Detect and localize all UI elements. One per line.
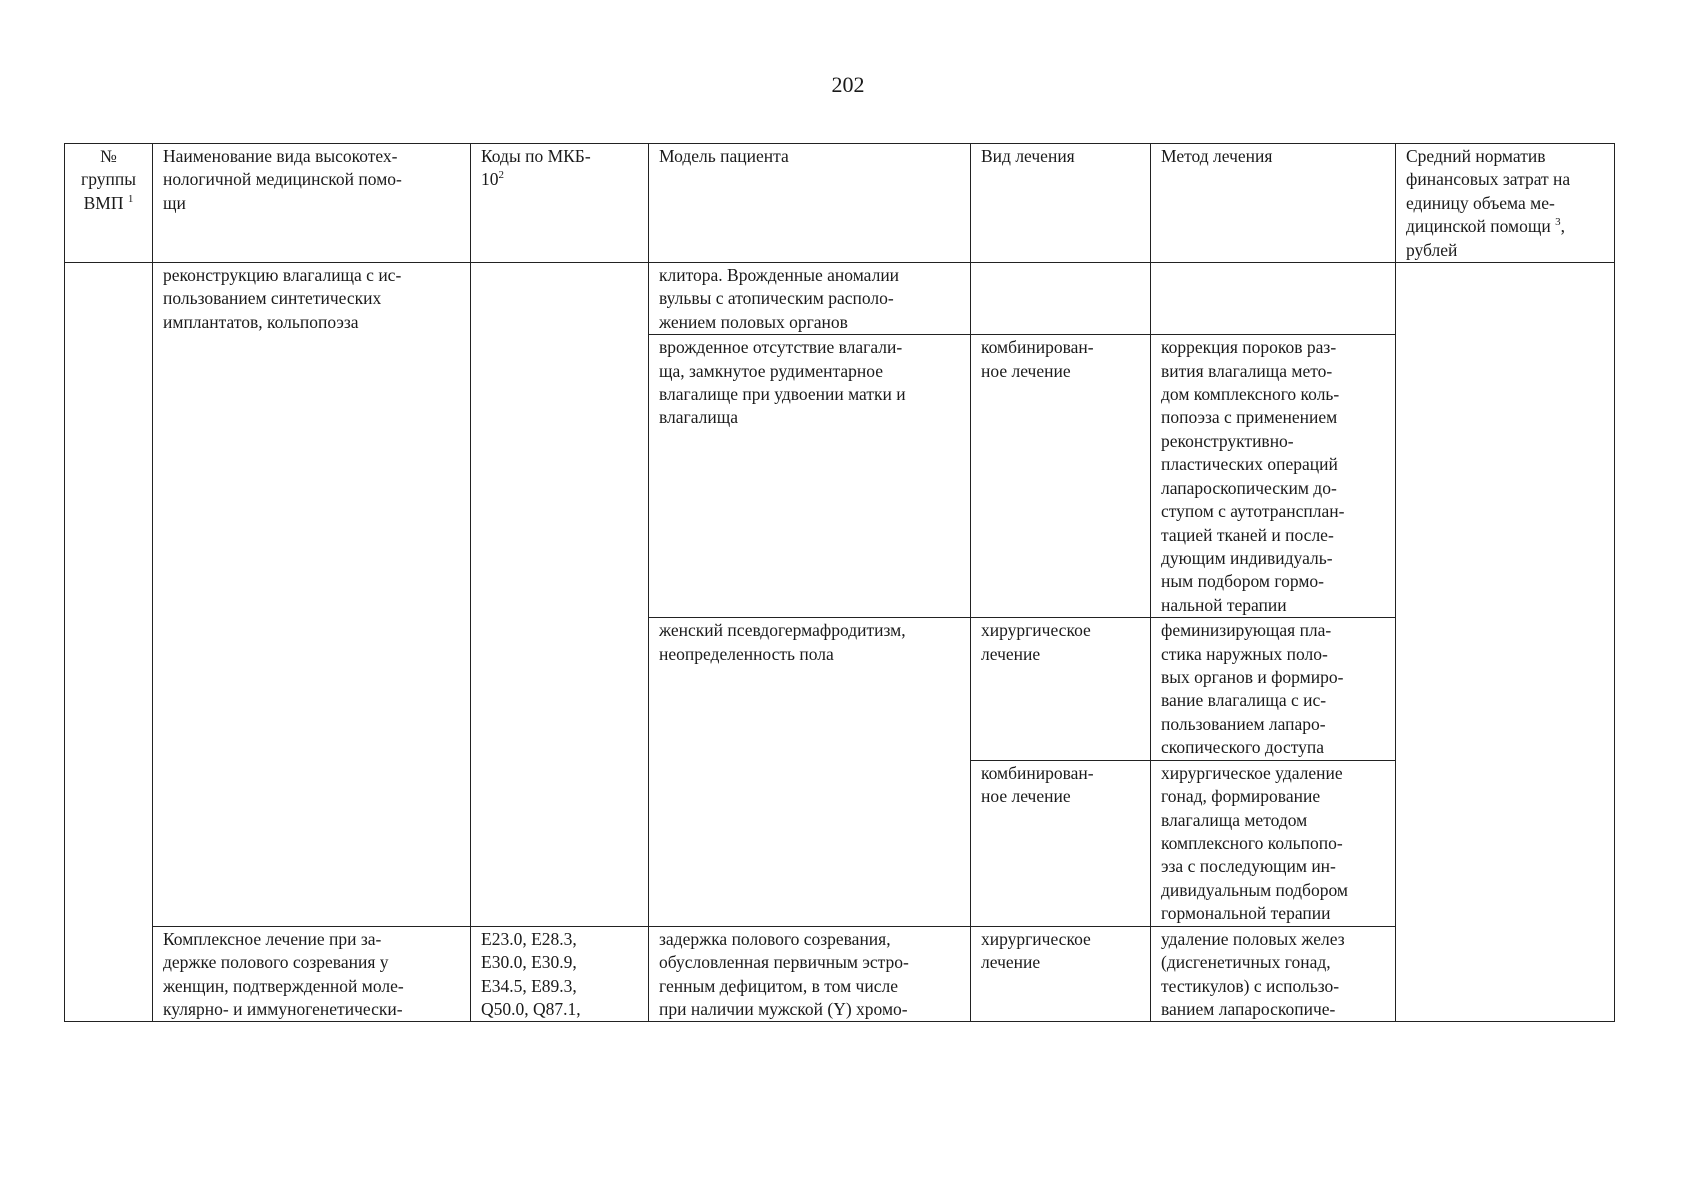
- cell-icd-codes: [471, 263, 649, 927]
- cell-treatment-method: удаление половых желез (дисгенетичных гонад, тестикулов) с использо- ванием лапароскопиче-: [1151, 926, 1396, 1022]
- cell-treatment-method: [1151, 263, 1396, 335]
- cell-treatment-type: [971, 263, 1151, 335]
- header-group-number: № группы ВМП $^1$: [65, 144, 153, 263]
- cell-treatment-type: хирургическое лечение: [971, 926, 1151, 1022]
- cell-treatment-method: феминизирующая пла- стика наружных поло- вых органов и формиро- вание влагалища с ис- пользованием лапаро- скопического доступа: [1151, 618, 1396, 760]
- medical-care-table: [64, 143, 1615, 1022]
- cell-treatment-type: хирургическое лечение: [971, 618, 1151, 760]
- cell-group-number: [65, 263, 153, 1022]
- header-row: [65, 144, 1615, 263]
- table-row: [65, 263, 1615, 335]
- cell-treatment-method: коррекция пороков раз- вития влагалища мето- дом комплексного коль- попоэза с применением реконструктивно- пластических операций лапароскопическим до- ступом с аутотрансплан- тацией тканей и после- дующим индивидуаль- ным подбором гормо- нальной терапии: [1151, 335, 1396, 618]
- cell-icd-codes: E23.0, E28.3, E30.0, E30.9, E34.5, E89.3, Q50.0, Q87.1,: [471, 926, 649, 1022]
- header-average-cost: Средний норматив финансовых затрат на единицу объема ме- дицинской помощи $^3$, рублей: [1396, 144, 1615, 263]
- header-care-type-name: Наименование вида высокотех- нологичной медицинской помо- щи: [153, 144, 471, 263]
- header-treatment-method: Метод лечения: [1151, 144, 1396, 263]
- cell-treatment-method: хирургическое удаление гонад, формирование влагалища методом комплексного кольпопо- эза с последующим ин- дивидуальным подбором гормональной терапии: [1151, 760, 1396, 926]
- cell-care-type-name: реконструкцию влагалища с ис- пользованием синтетических имплантатов, кольпопоэза: [153, 263, 471, 927]
- cell-patient-model: женский псевдогермафродитизм, неопределенность пола: [649, 618, 971, 926]
- cell-treatment-type: комбинирован- ное лечение: [971, 760, 1151, 926]
- table-row: [65, 926, 1615, 1022]
- page-number: 202: [831, 72, 865, 97]
- cell-patient-model: врожденное отсутствие влагали- ща, замкнутое рудиментарное влагалище при удвоении матки и влагалища: [649, 335, 971, 618]
- header-icd-codes: Коды по МКБ- $10^2$: [471, 144, 649, 263]
- cell-care-type-name: Комплексное лечение при за- держке полового созревания у женщин, подтвержденной моле- кулярно- и иммуногенетически-: [153, 926, 471, 1022]
- cell-patient-model: задержка полового созревания, обусловленная первичным эстро- генным дефицитом, в том числе при наличии мужской (Y) хромо-: [649, 926, 971, 1022]
- header-patient-model: Модель пациента: [649, 144, 971, 263]
- cell-treatment-type: комбинирован- ное лечение: [971, 335, 1151, 618]
- header-treatment-type: Вид лечения: [971, 144, 1151, 263]
- cell-patient-model: клитора. Врожденные аномалии вульвы с атопическим располо- жением половых органов: [649, 263, 971, 335]
- cell-average-cost: [1396, 263, 1615, 1022]
